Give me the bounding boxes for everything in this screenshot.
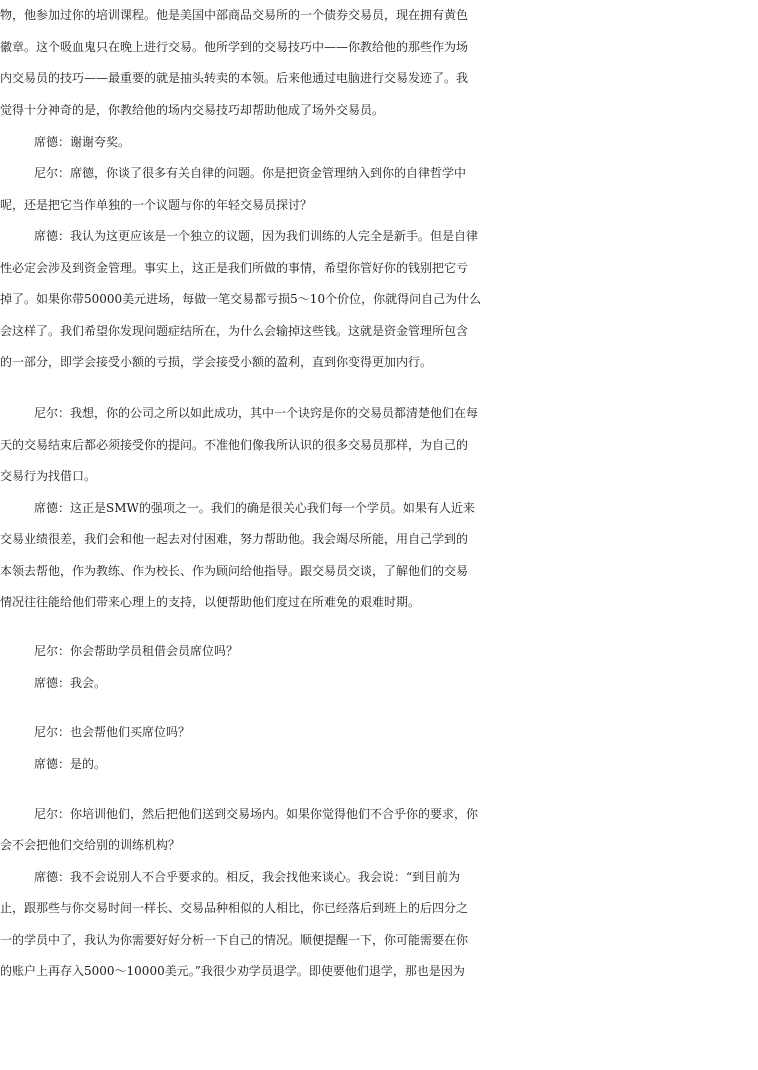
text-line: 本领去帮他，作为教练、作为校长、作为顾问给他指导。跟交易员交谈，了解他们的交易 [0, 564, 469, 578]
text-line: 天的交易结束后都必须接受你的提问。不准他们像我所认识的很多交易员那样，为自己的 [0, 438, 469, 452]
text-line: 会这样了。我们希望你发现问题症结所在，为什么会输掉这些钱。这就是资金管理所包含 [0, 324, 469, 338]
text-line: 性必定会涉及到资金管理。事实上，这正是我们所做的事情，希望你管好你的钱别把它亏 [0, 261, 469, 275]
text-line: 席德：我不会说别人不合乎要求的。相反，我会找他来谈心。我会说：“到目前为 [34, 870, 461, 884]
text-line: 尼尔：也会帮他们买席位吗？ [34, 725, 191, 739]
text-line: 席德：我会。 [34, 676, 107, 690]
text-line: 交易行为找借口。 [0, 469, 97, 483]
text-line: 止，跟那些与你交易时间一样长、交易品种相似的人相比，你已经落后到班上的后四分之 [0, 901, 469, 915]
text-line: 尼尔：席德，你谈了很多有关自律的问题。你是把资金管理纳入到你的自律哲学中 [34, 166, 467, 180]
text-line: 尼尔：你会帮助学员租借会员席位吗？ [34, 644, 239, 658]
text-line: 内交易员的技巧——最重要的就是抽头转卖的本领。后来他通过电脑进行交易发迹了。我 [0, 71, 469, 85]
text-line: 掉了。如果你带50000美元进场，每做一笔交易都亏损5～10个价位，你就得问自己为什么 [0, 292, 482, 306]
text-line: 的一部分，即学会接受小额的亏损，学会接受小额的盈利，直到你变得更加内行。 [0, 355, 433, 369]
text-line: 会不会把他们交给别的训练机构？ [0, 838, 181, 852]
text-line: 呢，还是把它当作单独的一个议题与你的年轻交易员探讨？ [0, 198, 313, 212]
text-line: 情况往往能给他们带来心理上的支持，以便帮助他们度过在所难免的艰难时期。 [0, 595, 421, 609]
text-line: 席德：这正是SMW的强项之一。我们的确是很关心我们每一个学员。如果有人近来 [34, 501, 475, 515]
text-line: 觉得十分神奇的是，你教给他的场内交易技巧却帮助他成了场外交易员。 [0, 103, 385, 117]
text-line: 徽章。这个吸血鬼只在晚上进行交易。他所学到的交易技巧中——你教给他的那些作为场 [0, 40, 469, 54]
text-line: 一的学员中了，我认为你需要好好分析一下自己的情况。顺便提醒一下，你可能需要在你 [0, 933, 469, 947]
text-line: 交易业绩很差，我们会和他一起去对付困难，努力帮助他。我会竭尽所能，用自己学到的 [0, 532, 469, 546]
text-line: 席德：谢谢夸奖。 [34, 135, 131, 149]
text-line: 席德：是的。 [34, 757, 107, 771]
text-line: 尼尔：我想，你的公司之所以如此成功，其中一个诀窍是你的交易员都清楚他们在每 [34, 406, 479, 420]
text-line: 物，他参加过你的培训课程。他是美国中部商品交易所的一个债券交易员，现在拥有黄色 [0, 8, 469, 22]
text-line: 尼尔：你培训他们，然后把他们送到交易场内。如果你觉得他们不合乎你的要求，你 [34, 807, 479, 821]
text-line: 的账户上再存入5000～10000美元。”我很少劝学员退学。即使要他们退学，那也是因为 [0, 964, 465, 978]
text-line: 席德：我认为这更应该是一个独立的议题，因为我们训练的人完全是新手。但是自律 [34, 229, 479, 243]
